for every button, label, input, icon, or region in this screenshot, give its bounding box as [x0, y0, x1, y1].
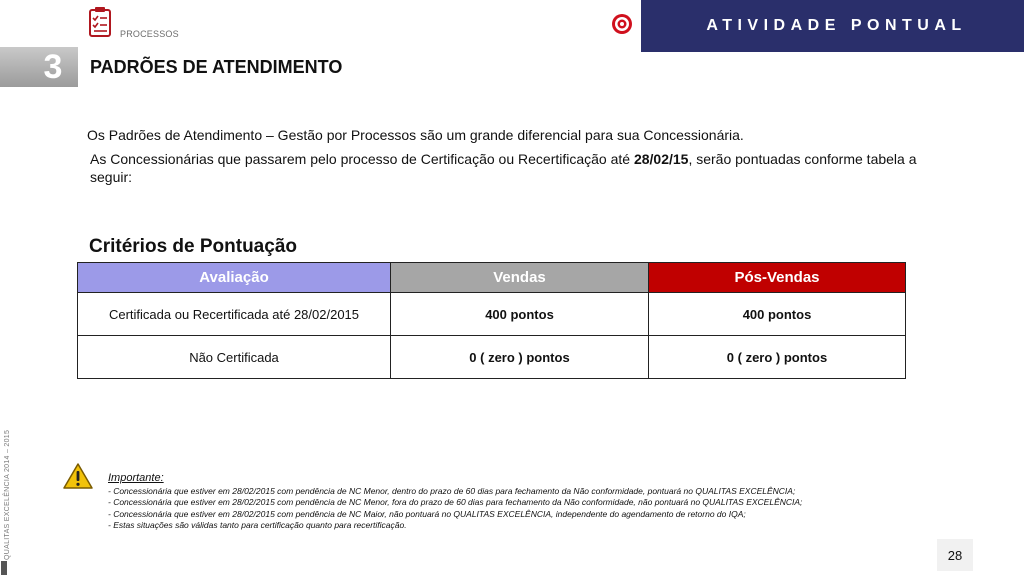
note-item: - Concessionária que estiver em 28/02/2015 com pendência de NC Maior, não pontuará no QUALITAS EXCELÊNCIA, independente do agendamento de retorno do IQA;	[108, 508, 746, 519]
warning-icon	[62, 462, 94, 490]
table-row	[78, 336, 906, 379]
intro-text	[87, 126, 937, 186]
note-item: - Concessionária que estiver em 28/02/2015 com pendência de NC Menor, dentro do prazo de 60 dias para fechamento da Não conformidade, pontuará no QUALITAS EXCELÊNCIA;	[108, 485, 796, 496]
table-header-row	[78, 263, 906, 293]
intro-line-2-start: As Concessionárias que passarem pelo processo de Certificação ou Recertificação até	[90, 151, 634, 167]
intro-line-1: Os Padrões de Atendimento – Gestão por Processos são um grande diferencial para sua Concessionária.	[87, 127, 744, 143]
corner-mark	[1, 561, 7, 575]
vertical-footer-text: QUALITAS EXCELÊNCIA 2014 – 2015	[4, 429, 11, 560]
criteria-title: Critérios de Pontuação	[89, 236, 297, 257]
table-cell: Certificada ou Recertificada até 28/02/2015	[78, 293, 391, 336]
intro-date: 28/02/15	[633, 151, 689, 167]
page-number: 28	[937, 539, 973, 571]
target-icon	[611, 13, 633, 35]
note-item: - Concessionária que estiver em 28/02/2015 com pendência de NC Menor, fora do prazo de 60 dias para fechamento da Não conformidade, não pontuará no QUALITAS EXCELÊNCIA;	[108, 497, 803, 507]
section-tag: PROCESSOS	[120, 29, 179, 39]
chapter-number: 3	[43, 47, 63, 86]
intro-line-2-end: , serão pontuadas conforme tabela a seguir:	[90, 151, 917, 185]
note-title: Importante:	[108, 472, 164, 484]
section-title: PADRÕES DE ATENDIMENTO	[90, 57, 343, 77]
note-item: - Estas situações são válidas tanto para certificação quanto para recertificação.	[108, 520, 407, 530]
table-cell: 400 pontos	[649, 293, 906, 336]
table-row	[78, 293, 906, 336]
header-avaliacao: Avaliação	[78, 263, 391, 293]
header-vendas: Vendas	[391, 263, 649, 293]
banner-label: ATIVIDADE PONTUAL	[706, 17, 967, 34]
important-note	[108, 473, 938, 532]
score-table	[77, 262, 906, 379]
table-cell: 400 pontos	[391, 293, 649, 336]
table-cell: 0 ( zero ) pontos	[391, 336, 649, 379]
intro-line-2	[87, 150, 937, 186]
chapter-number-box	[0, 47, 78, 87]
clipboard-checklist-icon	[88, 6, 114, 38]
header-pos-vendas: Pós-Vendas	[649, 263, 906, 293]
table-cell: 0 ( zero ) pontos	[649, 336, 906, 379]
activity-banner	[641, 0, 1024, 52]
table-cell: Não Certificada	[78, 336, 391, 379]
